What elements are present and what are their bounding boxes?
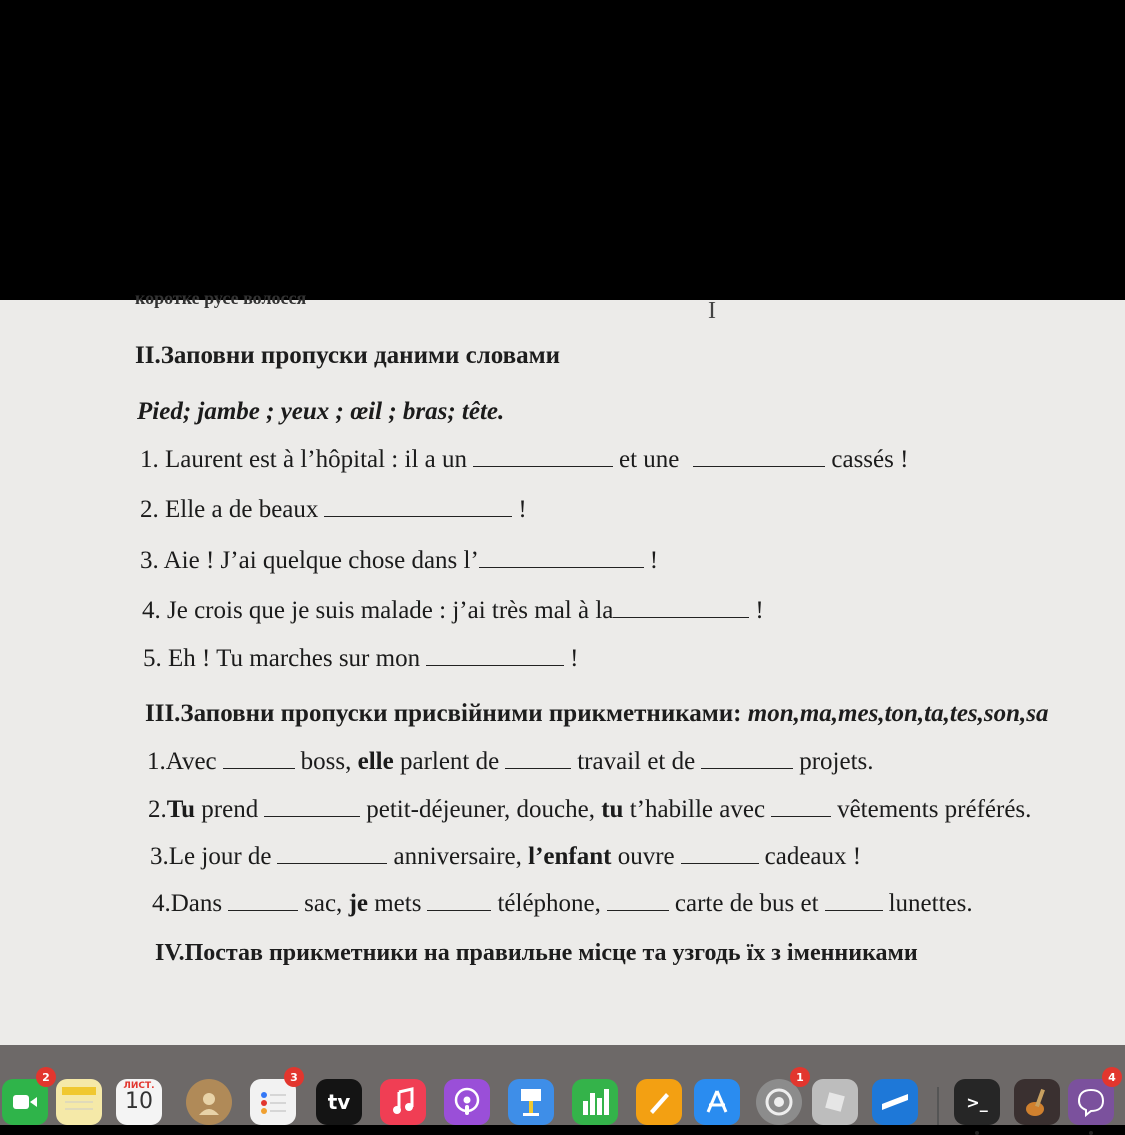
s3-line-3 bbox=[150, 843, 861, 871]
calendar-day: 10 bbox=[125, 1089, 153, 1114]
terminal-icon[interactable] bbox=[954, 1079, 1000, 1125]
s3-line1-a: 1.Avec bbox=[147, 748, 217, 775]
notification-badge: 2 bbox=[36, 1067, 56, 1087]
section2-heading: II.Заповни пропуски даними словами bbox=[135, 342, 561, 369]
s2-line4-part-b: ! bbox=[755, 597, 764, 624]
viber-icon[interactable] bbox=[1068, 1070, 1116, 1125]
podcasts-icon[interactable] bbox=[444, 1079, 490, 1125]
blank-field[interactable] bbox=[613, 597, 749, 618]
blank-field[interactable] bbox=[701, 748, 793, 769]
blank-field[interactable] bbox=[277, 843, 387, 864]
notes-icon[interactable] bbox=[56, 1079, 102, 1125]
blank-field[interactable] bbox=[228, 890, 298, 911]
blank-field[interactable] bbox=[825, 890, 883, 911]
s2-line3-part-a: 3. Aie ! J’ai quelque chose dans l’ bbox=[140, 547, 479, 574]
section3-word-bank: mon,ma,mes,ton,ta,tes,son,sa bbox=[747, 700, 1049, 727]
blank-field[interactable] bbox=[427, 890, 491, 911]
remote-desktop-icon[interactable] bbox=[872, 1079, 918, 1125]
blank-field[interactable] bbox=[473, 446, 613, 467]
s2-line3-part-b: ! bbox=[649, 547, 659, 574]
s3-line1-d: parlent de bbox=[399, 748, 500, 775]
s2-line1-part-b: et une bbox=[619, 446, 680, 473]
numbers-icon[interactable] bbox=[572, 1079, 618, 1125]
s3-line1-f: projets. bbox=[799, 748, 874, 775]
section4-heading: IV.Постав прикметники на правильне місце та узгодь їх з іменниками bbox=[155, 940, 918, 966]
s3-line4-e: téléphone, bbox=[497, 890, 601, 917]
s3-line1-c: elle bbox=[357, 748, 394, 775]
s2-line2-part-a: 2. Elle a de beaux bbox=[140, 496, 319, 523]
s3-line4-d: mets bbox=[374, 890, 422, 917]
blank-field[interactable] bbox=[607, 890, 669, 911]
blank-field[interactable] bbox=[223, 748, 295, 769]
blank-field[interactable] bbox=[264, 796, 360, 817]
s3-line1-e: travail et de bbox=[577, 748, 696, 775]
s2-line5-part-b: ! bbox=[570, 645, 579, 672]
s3-line1-b: boss, bbox=[300, 748, 352, 775]
s3-line4-a: 4.Dans bbox=[152, 890, 223, 917]
s3-line3-b: anniversaire, bbox=[393, 843, 522, 870]
notification-badge: 4 bbox=[1102, 1067, 1122, 1087]
cropped-text-line: коротке русе волосся bbox=[135, 288, 307, 308]
s2-line1-part-c: cassés ! bbox=[831, 446, 909, 473]
s3-line3-c: l’enfant bbox=[528, 843, 612, 870]
s3-line2-c: prend bbox=[201, 796, 259, 823]
blank-field[interactable] bbox=[681, 843, 759, 864]
reminders-icon[interactable] bbox=[250, 1070, 298, 1125]
s3-line-2 bbox=[148, 796, 1031, 824]
s2-line-3 bbox=[140, 547, 658, 575]
s3-line2-a: 2. bbox=[148, 796, 167, 823]
s2-line5-part-a: 5. Eh ! Tu marches sur mon bbox=[143, 645, 421, 672]
blank-field[interactable] bbox=[771, 796, 831, 817]
terminal-prompt: >_ bbox=[966, 1092, 988, 1112]
keynote-icon[interactable] bbox=[508, 1079, 554, 1125]
text-cursor-icon: I bbox=[708, 298, 716, 324]
tv-label: tv bbox=[327, 1090, 351, 1114]
running-indicator bbox=[975, 1131, 979, 1135]
garageband-icon[interactable] bbox=[1014, 1079, 1060, 1125]
app-store-icon[interactable] bbox=[694, 1079, 740, 1125]
s3-line-4 bbox=[152, 890, 973, 918]
calendar-month: ЛИСТ. bbox=[123, 1081, 155, 1091]
apple-tv-icon[interactable] bbox=[316, 1079, 362, 1125]
s2-line4-part-a: 4. Je crois que je suis malade : j’ai très mal à la bbox=[142, 597, 614, 624]
dock-separator bbox=[937, 1087, 939, 1125]
roblox-icon[interactable] bbox=[812, 1079, 858, 1125]
s2-line2-part-b: ! bbox=[518, 496, 527, 523]
notification-badge: 1 bbox=[790, 1067, 810, 1087]
s3-line3-e: cadeaux ! bbox=[764, 843, 862, 870]
s3-line2-e: tu bbox=[601, 796, 624, 823]
blank-field[interactable] bbox=[426, 645, 564, 666]
contacts-icon[interactable] bbox=[186, 1079, 232, 1125]
facetime-icon[interactable] bbox=[2, 1070, 50, 1125]
s3-line2-g: vêtements préférés. bbox=[837, 796, 1032, 823]
s3-line2-b: Tu bbox=[166, 796, 196, 823]
blank-field[interactable] bbox=[693, 446, 825, 467]
section3-title: III.Заповни пропуски присвійними прикметниками: bbox=[145, 700, 742, 727]
section3-heading bbox=[145, 700, 1049, 728]
running-indicator bbox=[1089, 1131, 1093, 1135]
s3-line2-f: t’habille avec bbox=[629, 796, 766, 823]
s3-line3-a: 3.Le jour de bbox=[150, 843, 272, 870]
s3-line-1 bbox=[147, 748, 874, 776]
document-page bbox=[0, 288, 1125, 1045]
s3-line2-d: petit-déjeuner, douche, bbox=[366, 796, 595, 823]
blank-field[interactable] bbox=[324, 496, 512, 517]
blank-field[interactable] bbox=[479, 547, 644, 568]
notification-badge: 3 bbox=[284, 1067, 304, 1087]
s3-line4-f: carte de bus et bbox=[674, 890, 819, 917]
s3-line4-c: je bbox=[348, 890, 368, 917]
s2-line-1 bbox=[140, 446, 908, 474]
system-preferences-icon[interactable] bbox=[756, 1070, 804, 1125]
s3-line3-d: ouvre bbox=[617, 843, 675, 870]
macos-dock bbox=[0, 1045, 1125, 1125]
calendar-icon[interactable] bbox=[116, 1079, 162, 1125]
section2-word-bank: Pied; jambe ; yeux ; œil ; bras; tête. bbox=[137, 398, 505, 425]
s2-line1-part-a: 1. Laurent est à l’hôpital : il a un bbox=[140, 446, 467, 473]
s3-line4-b: sac, bbox=[304, 890, 343, 917]
pages-icon[interactable] bbox=[636, 1079, 682, 1125]
s2-line-2 bbox=[140, 496, 527, 524]
s3-line4-g: lunettes. bbox=[888, 890, 973, 917]
s2-line-4 bbox=[142, 597, 764, 625]
s2-line-5 bbox=[143, 645, 578, 673]
music-icon[interactable] bbox=[380, 1079, 426, 1125]
blank-field[interactable] bbox=[505, 748, 571, 769]
